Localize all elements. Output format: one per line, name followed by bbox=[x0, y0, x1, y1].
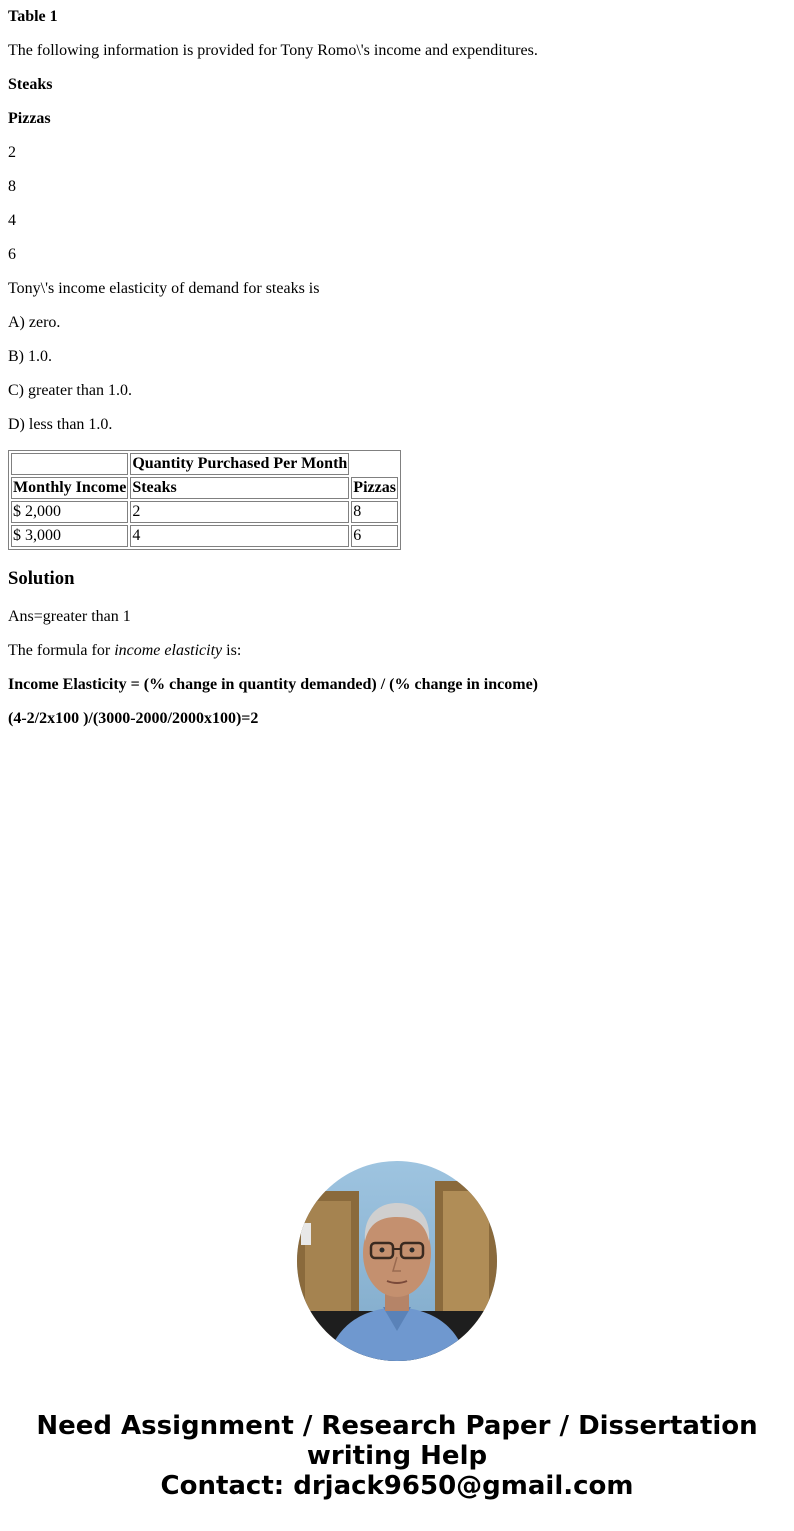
option-b: B) 1.0. bbox=[8, 348, 52, 365]
value-item: 6 bbox=[8, 246, 16, 263]
table-cell: 8 bbox=[351, 501, 398, 523]
option-c: C) greater than 1.0. bbox=[8, 382, 132, 399]
table-cell: 2 bbox=[130, 501, 349, 523]
solution-heading: Solution bbox=[8, 568, 75, 589]
income-quantity-table bbox=[8, 450, 401, 550]
table-cell: $ 2,000 bbox=[11, 501, 128, 523]
list-label-pizzas: Pizzas bbox=[8, 110, 51, 127]
table-group-header: Quantity Purchased Per Month bbox=[130, 453, 349, 475]
table-header-income: Monthly Income bbox=[11, 477, 128, 499]
table-header-row bbox=[11, 477, 398, 499]
intro-text: The following information is provided for Tony Romo\'s income and expenditures. bbox=[8, 42, 538, 59]
table-cell: 4 bbox=[130, 525, 349, 547]
document-body bbox=[0, 8, 794, 728]
promo-footer bbox=[0, 1411, 794, 1501]
formula-intro: The formula for income elasticity is: bbox=[8, 642, 242, 659]
option-d: D) less than 1.0. bbox=[8, 416, 113, 433]
option-a: A) zero. bbox=[8, 314, 61, 331]
table-cell: 6 bbox=[351, 525, 398, 547]
value-item: 2 bbox=[8, 144, 16, 161]
table-empty-cell bbox=[11, 453, 128, 475]
table-group-header-row bbox=[11, 453, 398, 475]
question-stem: Tony\'s income elasticity of demand for steaks is bbox=[8, 280, 320, 297]
calculation-text: (4-2/2x100 )/(3000-2000/2000x100)=2 bbox=[8, 710, 259, 727]
table-row bbox=[11, 525, 398, 547]
table-row bbox=[11, 501, 398, 523]
promo-contact: Contact: drjack9650@gmail.com bbox=[160, 1471, 634, 1501]
author-avatar bbox=[297, 1161, 497, 1361]
author-portrait-image bbox=[297, 1161, 497, 1361]
formula-text: Income Elasticity = (% change in quantity demanded) / (% change in income) bbox=[8, 676, 539, 693]
table-cell: $ 3,000 bbox=[11, 525, 128, 547]
promo-line-1: Need Assignment / Research Paper / Dissertation bbox=[36, 1411, 758, 1441]
value-item: 4 bbox=[8, 212, 16, 229]
answer-text: Ans=greater than 1 bbox=[8, 608, 131, 625]
value-item: 8 bbox=[8, 178, 16, 195]
list-label-steaks: Steaks bbox=[8, 76, 53, 93]
table-label: Table 1 bbox=[8, 8, 58, 25]
promo-line-2: writing Help bbox=[306, 1441, 488, 1471]
table-header-pizzas: Pizzas bbox=[351, 477, 398, 499]
table-header-steaks: Steaks bbox=[130, 477, 349, 499]
